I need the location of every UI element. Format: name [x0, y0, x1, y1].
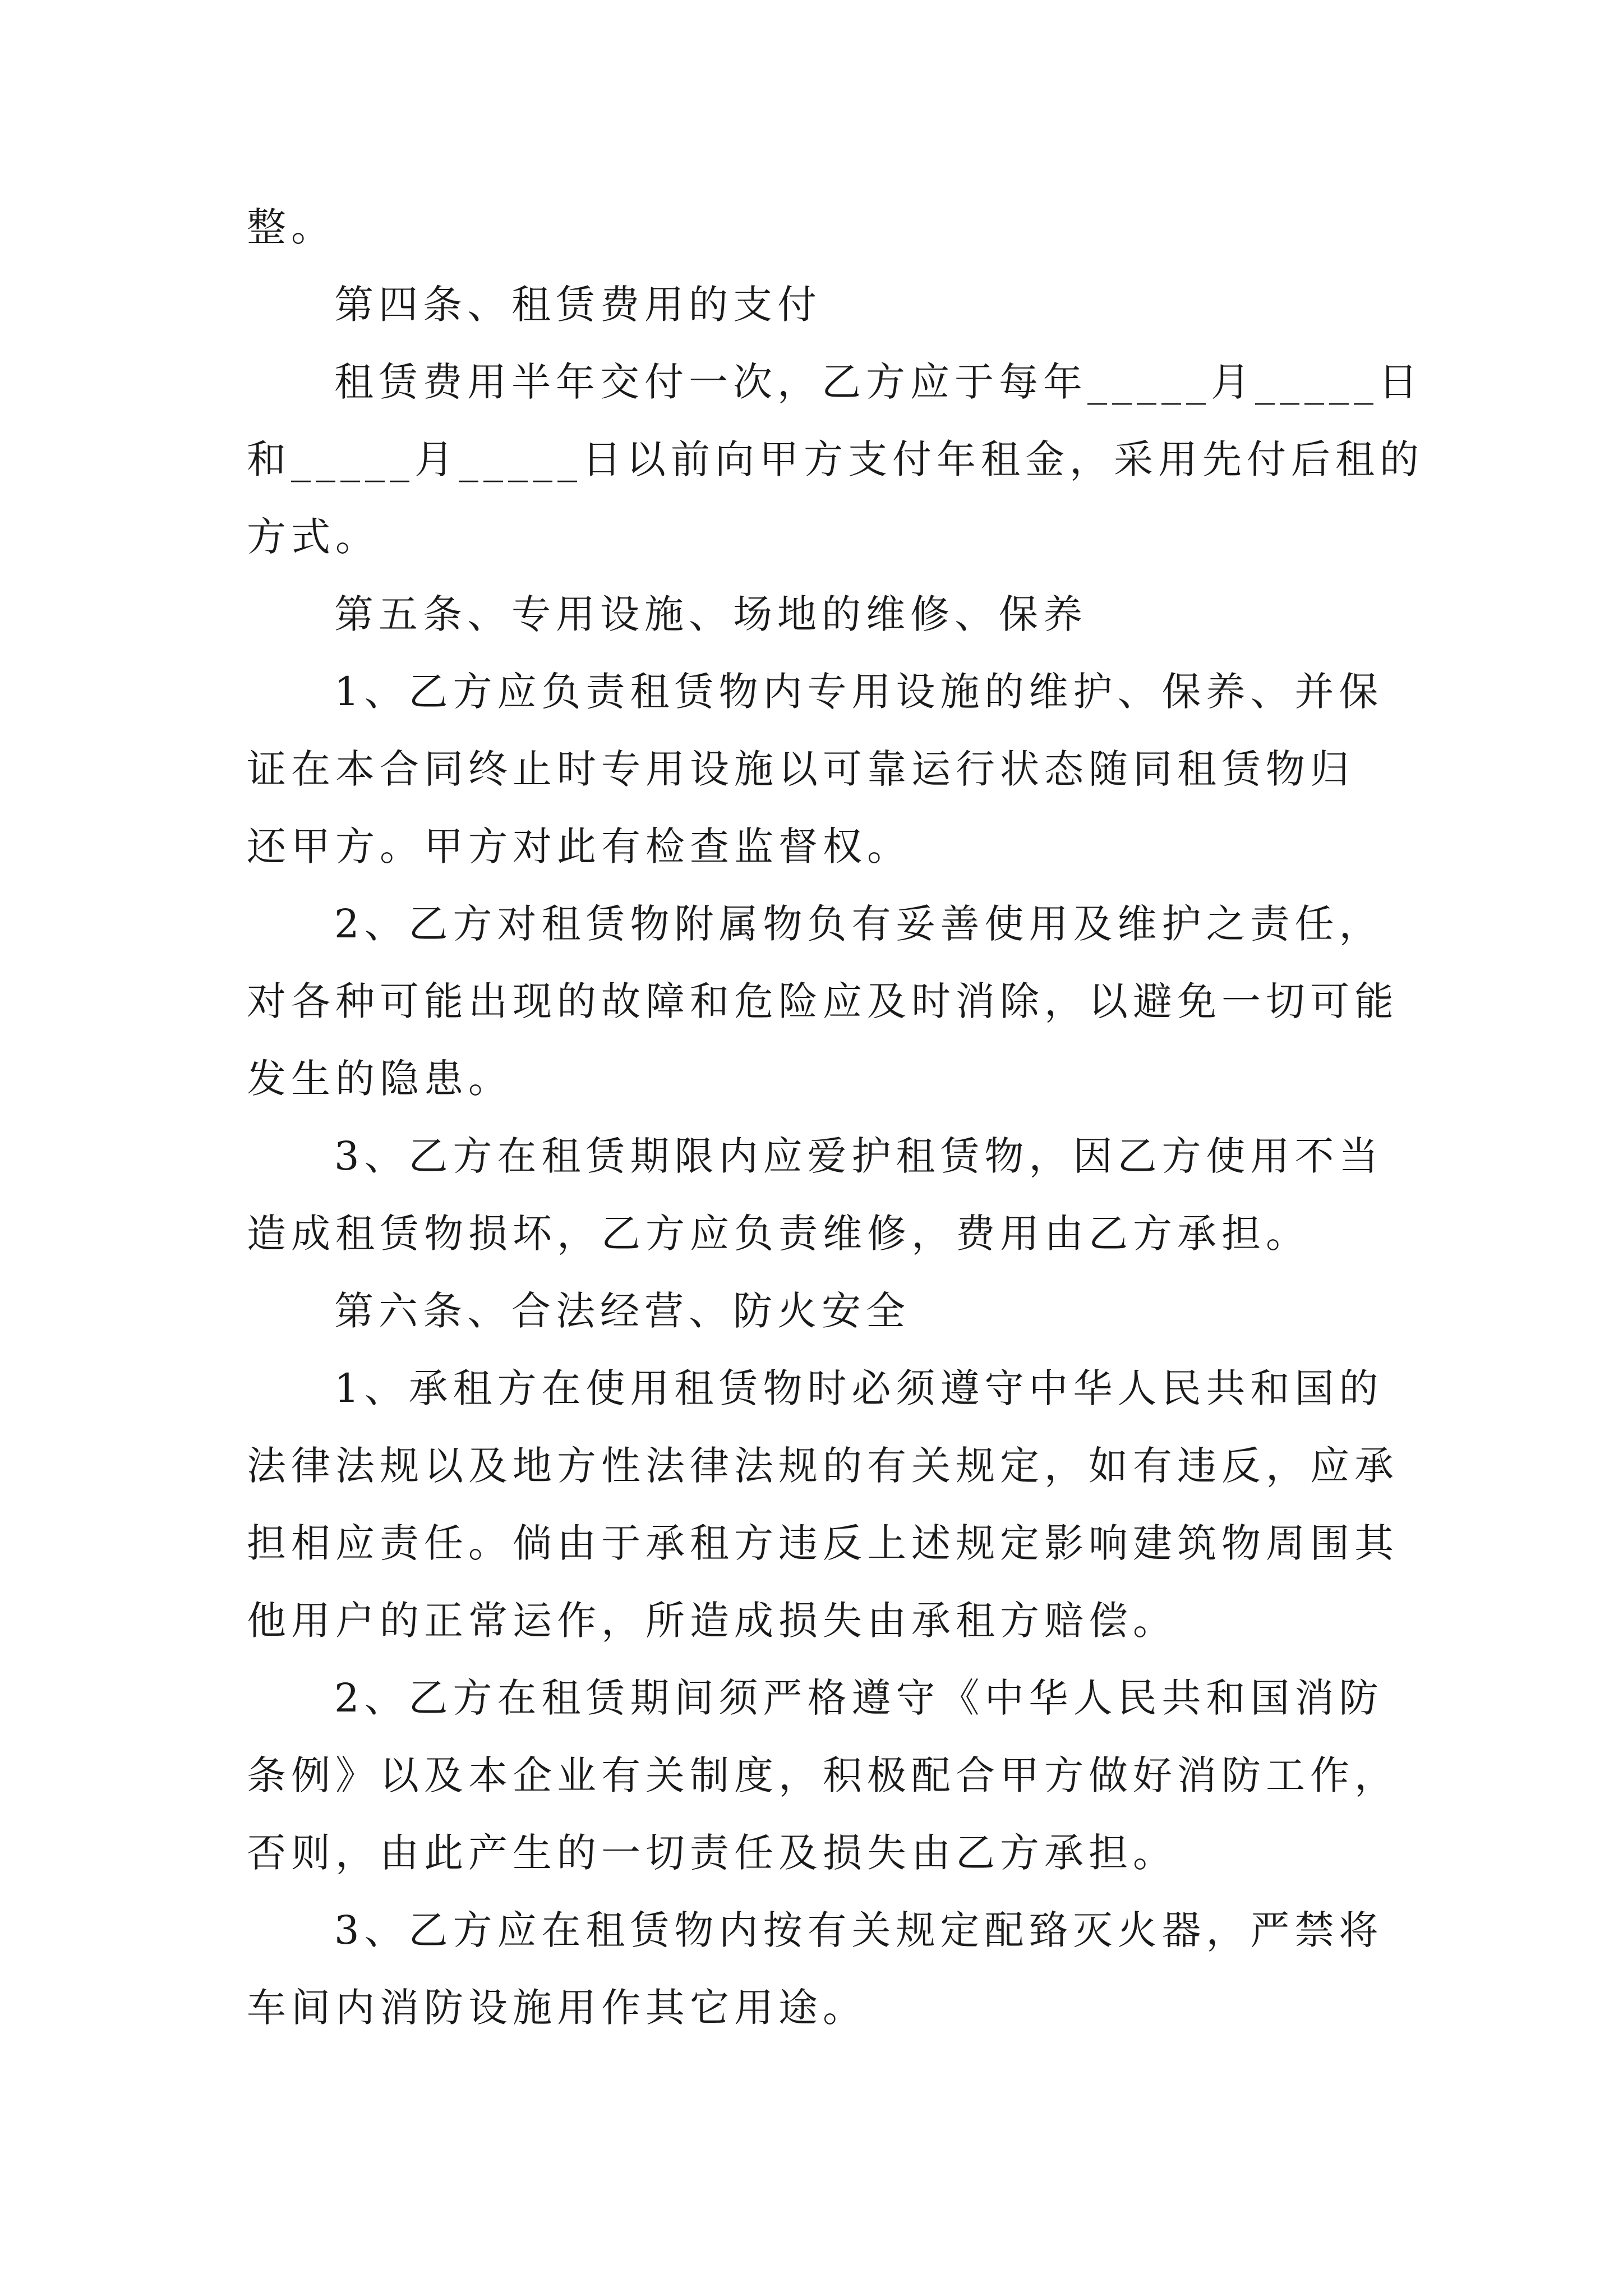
text-line: 整。	[247, 204, 335, 250]
text-line: 车间内消防设施用作其它用途。	[247, 1985, 867, 2031]
text-line: 3、乙方在租赁期限内应爱护租赁物，因乙方使用不当	[334, 1133, 1384, 1179]
text-line: 3、乙方应在租赁物内按有关规定配臵灭火器，严禁将	[334, 1907, 1384, 1953]
text-line: 他用户的正常运作，所造成损失由承租方赔偿。	[247, 1598, 1177, 1644]
text-line: 1、承租方在使用租赁物时必须遵守中华人民共和国的	[334, 1365, 1384, 1411]
text-line: 2、乙方在租赁期间须严格遵守《中华人民共和国消防	[334, 1675, 1384, 1721]
text-line: 法律法规以及地方性法律法规的有关规定，如有违反，应承	[247, 1443, 1399, 1489]
text-line: 对各种可能出现的故障和危险应及时消除，以避免一切可能	[247, 978, 1399, 1024]
text-line: 2、乙方对租赁物附属物负有妥善使用及维护之责任，	[334, 901, 1384, 947]
text-line: 1、乙方应负责租赁物内专用设施的维护、保养、并保	[334, 669, 1384, 715]
section-heading: 第六条、合法经营、防火安全	[334, 1288, 910, 1334]
text-line: 条例》以及本企业有关制度，积极配合甲方做好消防工作，	[247, 1752, 1399, 1798]
text-line: 和_____月_____日以前向甲方支付年租金，采用先付后租的	[247, 436, 1424, 482]
text-line: 担相应责任。倘由于承租方违反上述规定影响建筑物周围其	[247, 1520, 1399, 1566]
section-heading: 第四条、租赁费用的支付	[334, 282, 822, 328]
text-line: 证在本合同终止时专用设施以可靠运行状态随同租赁物归	[247, 746, 1354, 792]
text-line: 租赁费用半年交付一次，乙方应于每年_____月_____日	[334, 359, 1423, 405]
text-line: 否则，由此产生的一切责任及损失由乙方承担。	[247, 1830, 1177, 1876]
section-heading: 第五条、专用设施、场地的维修、保养	[334, 591, 1087, 637]
text-line: 还甲方。甲方对此有检查监督权。	[247, 823, 911, 869]
text-line: 发生的隐患。	[247, 1056, 513, 1102]
text-line: 造成租赁物损坏，乙方应负责维修，费用由乙方承担。	[247, 1211, 1310, 1257]
text-line: 方式。	[247, 514, 380, 560]
